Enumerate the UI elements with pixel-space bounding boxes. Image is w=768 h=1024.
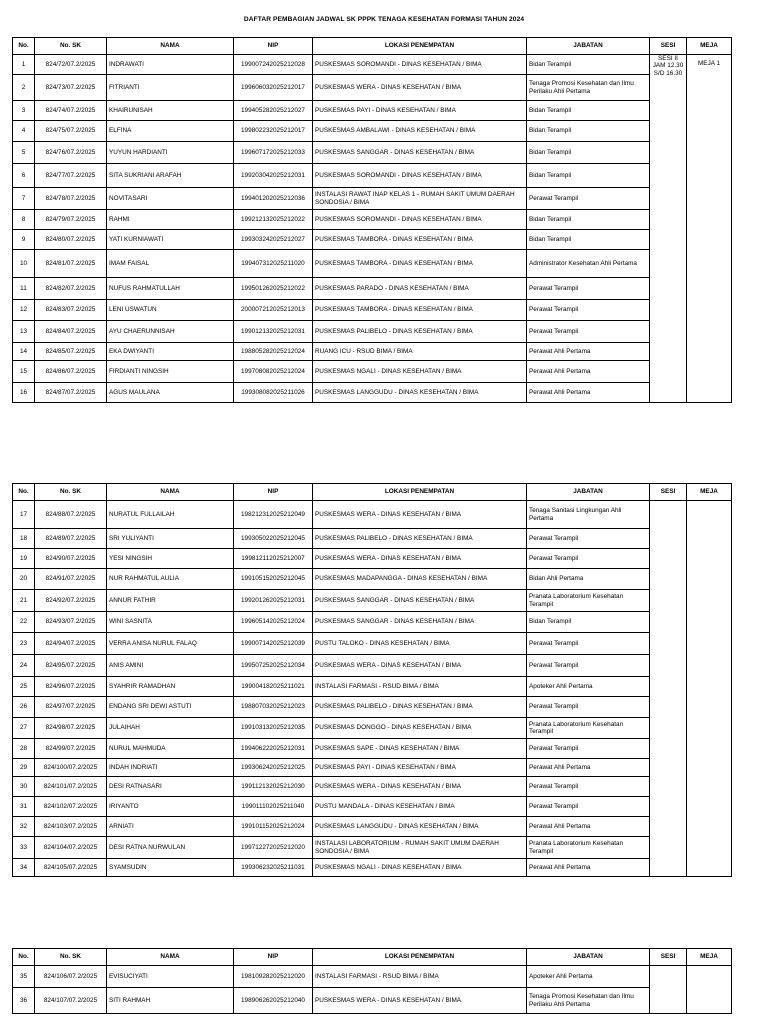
placement-location-cell: PUSKESMAS WERA - DINAS KESEHATAN / BIMA: [313, 777, 527, 797]
row-no-cell: 35: [13, 966, 35, 988]
nip-cell: 199101152025212024: [234, 817, 313, 837]
employee-name-cell: INDAH INDRIATI: [107, 759, 234, 777]
employee-name-cell: SYAHRIR RAMADHAN: [107, 677, 234, 697]
placement-location-cell: PUSKESMAS SAPE - DINAS KESEHATAN / BIMA: [313, 739, 527, 759]
row-no-cell: 27: [13, 718, 35, 739]
position-cell: Bidan Terampil: [527, 230, 650, 250]
employee-name-cell: JULAIHAH: [107, 718, 234, 739]
employee-name-cell: KHAIRUNISAH: [107, 101, 234, 121]
employee-name-cell: FITRIANTI: [107, 75, 234, 101]
employee-name-cell: IMAM FAISAL: [107, 250, 234, 278]
position-cell: Perawat Terampil: [527, 188, 650, 210]
nip-cell: 199004182025211021: [234, 677, 313, 697]
column-header-meja: MEJA: [687, 949, 732, 966]
placement-location-cell: PUSKESMAS SANGGAR - DINAS KESEHATAN / BIMA: [313, 142, 527, 164]
row-no-cell: 11: [13, 278, 35, 300]
row-no-cell: 18: [13, 529, 35, 549]
nip-cell: 199812112025212007: [234, 549, 313, 569]
placement-location-cell: PUSKESMAS PALIBELO - DINAS KESEHATAN / BIMA: [313, 697, 527, 718]
nip-cell: 199105152025212045: [234, 569, 313, 590]
row-no-cell: 16: [13, 383, 35, 403]
position-cell: Perawat Terampil: [527, 300, 650, 321]
employee-name-cell: YATI KURNIAWATI: [107, 230, 234, 250]
row-no-cell: 8: [13, 210, 35, 230]
column-header-sk: No. SK: [35, 38, 107, 55]
row-no-cell: 1: [13, 55, 35, 75]
placement-location-cell: INSTALASI RAWAT INAP KELAS 1 - RUMAH SAKIT UMUM DAERAH SONDOSIA / BIMA: [313, 188, 527, 210]
column-header-sk: No. SK: [35, 484, 107, 501]
table-row: [13, 859, 732, 877]
table-header-row: [13, 484, 732, 501]
sk-number-cell: 824/82/07.2/2025: [35, 278, 107, 300]
row-no-cell: 21: [13, 590, 35, 612]
nip-cell: 199406222025212031: [234, 739, 313, 759]
nip-cell: 198805282025212024: [234, 343, 313, 361]
sk-number-cell: 824/91/07.2/2025: [35, 569, 107, 590]
row-no-cell: 14: [13, 343, 35, 361]
table-row: [13, 121, 732, 142]
employee-name-cell: EKA DWIYANTI: [107, 343, 234, 361]
table-row: [13, 569, 732, 590]
row-no-cell: 26: [13, 697, 35, 718]
employee-name-cell: NURUL MAHMUDA: [107, 739, 234, 759]
column-header-no: No.: [13, 484, 35, 501]
table-row: [13, 817, 732, 837]
table-row: [13, 210, 732, 230]
position-cell: Bidan Terampil: [527, 612, 650, 633]
sk-number-cell: 824/79/07.2/2025: [35, 210, 107, 230]
row-no-cell: 33: [13, 837, 35, 859]
nip-cell: 199007142025212039: [234, 633, 313, 655]
table-row: [13, 633, 732, 655]
employee-name-cell: ENDANG SRI DEWI ASTUTI: [107, 697, 234, 718]
column-header-lokasi: LOKASI PENEMPATAN: [313, 38, 527, 55]
placement-location-cell: PUSKESMAS SOROMANDI - DINAS KESEHATAN / BIMA: [313, 164, 527, 188]
column-header-sesi: SESI: [650, 484, 687, 501]
sk-number-cell: 824/83/07.2/2025: [35, 300, 107, 321]
sk-number-cell: 824/72/07.2/2025: [35, 55, 107, 75]
employee-name-cell: ARNIATI: [107, 817, 234, 837]
position-cell: Perawat Ahli Pertama: [527, 383, 650, 403]
placement-location-cell: PUSKESMAS LANGGUDU - DINAS KESEHATAN / BIMA: [313, 817, 527, 837]
employee-name-cell: SYAMSUDIN: [107, 859, 234, 877]
nip-cell: 199712272025212020: [234, 837, 313, 859]
row-no-cell: 12: [13, 300, 35, 321]
sk-number-cell: 824/93/07.2/2025: [35, 612, 107, 633]
table-row: [13, 739, 732, 759]
table-row: [13, 988, 732, 1014]
column-header-lokasi: LOKASI PENEMPATAN: [313, 949, 527, 966]
position-cell: Perawat Ahli Pertama: [527, 759, 650, 777]
column-header-meja: MEJA: [687, 38, 732, 55]
employee-name-cell: NURATUL FULLAILAH: [107, 501, 234, 529]
table-row: [13, 718, 732, 739]
session-cell: SESI II JAM 12.30 S/D 16.30: [650, 55, 687, 403]
table-row: [13, 343, 732, 361]
table-row: [13, 612, 732, 633]
employee-name-cell: ELFINA: [107, 121, 234, 142]
table-row: [13, 250, 732, 278]
column-header-jabatan: JABATAN: [527, 484, 650, 501]
nip-cell: 199305022025212045: [234, 529, 313, 549]
nip-cell: 199802232025212017: [234, 121, 313, 142]
position-cell: Bidan Terampil: [527, 101, 650, 121]
position-cell: Perawat Terampil: [527, 278, 650, 300]
sk-number-cell: 824/98/07.2/2025: [35, 718, 107, 739]
schedule-table-1: [12, 37, 732, 403]
nip-cell: 199011102025211040: [234, 797, 313, 817]
table-row: [13, 966, 732, 988]
nip-cell: 198212312025212049: [234, 501, 313, 529]
sk-number-cell: 824/74/07.2/2025: [35, 101, 107, 121]
column-header-nama: NAMA: [107, 484, 234, 501]
table-header-row: [13, 38, 732, 55]
employee-name-cell: RAHMI: [107, 210, 234, 230]
column-header-sk: No. SK: [35, 949, 107, 966]
position-cell: Perawat Terampil: [527, 739, 650, 759]
sk-number-cell: 824/85/07.2/2025: [35, 343, 107, 361]
column-header-sesi: SESI: [650, 949, 687, 966]
row-no-cell: 24: [13, 655, 35, 677]
row-no-cell: 28: [13, 739, 35, 759]
employee-name-cell: ANIS AMINI: [107, 655, 234, 677]
row-no-cell: 9: [13, 230, 35, 250]
nip-cell: 199201262025212031: [234, 590, 313, 612]
sk-number-cell: 824/75/07.2/2025: [35, 121, 107, 142]
position-cell: Perawat Terampil: [527, 321, 650, 343]
row-no-cell: 6: [13, 164, 35, 188]
sk-number-cell: 824/86/07.2/2025: [35, 361, 107, 383]
column-header-jabatan: JABATAN: [527, 949, 650, 966]
table-row: [13, 677, 732, 697]
placement-location-cell: PUSKESMAS DONGGO - DINAS KESEHATAN / BIMA: [313, 718, 527, 739]
placement-location-cell: PUSKESMAS WERA - DINAS KESEHATAN / BIMA: [313, 75, 527, 101]
position-cell: Perawat Ahli Pertama: [527, 361, 650, 383]
sk-number-cell: 824/94/07.2/2025: [35, 633, 107, 655]
row-no-cell: 22: [13, 612, 35, 633]
employee-name-cell: FIRDIANTI NINGSIH: [107, 361, 234, 383]
placement-location-cell: PUSKESMAS SOROMANDI - DINAS KESEHATAN / BIMA: [313, 55, 527, 75]
nip-cell: 199501262025212022: [234, 278, 313, 300]
position-cell: Apoteker Ahli Pertama: [527, 966, 650, 988]
row-no-cell: 13: [13, 321, 35, 343]
placement-location-cell: PUSKESMAS WERA - DINAS KESEHATAN / BIMA: [313, 655, 527, 677]
position-cell: Bidan Terampil: [527, 164, 650, 188]
position-cell: Perawat Terampil: [527, 777, 650, 797]
position-cell: Bidan Terampil: [527, 121, 650, 142]
sk-number-cell: 824/81/07.2/2025: [35, 250, 107, 278]
session-cell: [650, 966, 687, 1014]
placement-location-cell: PUSKESMAS TAMBORA - DINAS KESEHATAN / BIMA: [313, 230, 527, 250]
sk-number-cell: 824/107/07.2/2025: [35, 988, 107, 1014]
row-no-cell: 34: [13, 859, 35, 877]
table-row: [13, 75, 732, 101]
position-cell: Bidan Terampil: [527, 142, 650, 164]
placement-location-cell: PUSTU TALOKO - DINAS KESEHATAN / BIMA: [313, 633, 527, 655]
table-row: [13, 797, 732, 817]
row-no-cell: 5: [13, 142, 35, 164]
sk-number-cell: 824/103/07.2/2025: [35, 817, 107, 837]
placement-location-cell: PUSKESMAS MADAPANGGA - DINAS KESEHATAN / BIMA: [313, 569, 527, 590]
nip-cell: 198807032025212023: [234, 697, 313, 718]
table-row: [13, 142, 732, 164]
position-cell: Perawat Ahli Pertama: [527, 859, 650, 877]
placement-location-cell: PUSKESMAS PALIBELO - DINAS KESEHATAN / BIMA: [313, 321, 527, 343]
placement-location-cell: INSTALASI LABORATORIUM - RUMAH SAKIT UMUM DAERAH SONDOSIA / BIMA: [313, 837, 527, 859]
row-no-cell: 17: [13, 501, 35, 529]
nip-cell: 199605142025212024: [234, 612, 313, 633]
employee-name-cell: LENI USWATUN: [107, 300, 234, 321]
table-row: [13, 55, 732, 75]
placement-location-cell: PUSKESMAS PAYI - DINAS KESEHATAN / BIMA: [313, 759, 527, 777]
table-row: [13, 837, 732, 859]
position-cell: Pranata Laboratorium Kesehatan Terampil: [527, 718, 650, 739]
row-no-cell: 19: [13, 549, 35, 569]
table-header-row: [13, 949, 732, 966]
row-no-cell: 23: [13, 633, 35, 655]
placement-location-cell: PUSKESMAS NGALI - DINAS KESEHATAN / BIMA: [313, 859, 527, 877]
sk-number-cell: 824/95/07.2/2025: [35, 655, 107, 677]
nip-cell: 199507252025212034: [234, 655, 313, 677]
sk-number-cell: 824/87/07.2/2025: [35, 383, 107, 403]
sk-number-cell: 824/102/07.2/2025: [35, 797, 107, 817]
nip-cell: 198109282025212020: [234, 966, 313, 988]
employee-name-cell: NUR RAHMATUL AULIA: [107, 569, 234, 590]
placement-location-cell: PUSTU MANDALA - DINAS KESEHATAN / BIMA: [313, 797, 527, 817]
table-row: [13, 759, 732, 777]
row-no-cell: 29: [13, 759, 35, 777]
position-cell: Pranata Laboratorium Kesehatan Terampil: [527, 590, 650, 612]
employee-name-cell: EVISUCIYATI: [107, 966, 234, 988]
row-no-cell: 25: [13, 677, 35, 697]
table-row: [13, 549, 732, 569]
employee-name-cell: NOVITASARI: [107, 188, 234, 210]
row-no-cell: 36: [13, 988, 35, 1014]
placement-location-cell: PUSKESMAS TAMBORA - DINAS KESEHATAN / BIMA: [313, 250, 527, 278]
position-cell: Perawat Terampil: [527, 697, 650, 718]
table-row: [13, 321, 732, 343]
nip-cell: 199212132025212022: [234, 210, 313, 230]
employee-name-cell: YUYUN HARDIANTI: [107, 142, 234, 164]
placement-location-cell: PUSKESMAS SANGGAR - DINAS KESEHATAN / BIMA: [313, 590, 527, 612]
column-header-nip: NIP: [234, 484, 313, 501]
placement-location-cell: PUSKESMAS SANGGAR - DINAS KESEHATAN / BIMA: [313, 612, 527, 633]
placement-location-cell: PUSKESMAS LANGGUDU - DINAS KESEHATAN / BIMA: [313, 383, 527, 403]
position-cell: Bidan Terampil: [527, 210, 650, 230]
position-cell: Tenaga Promosi Kesehatan dan Ilmu Perilaku Ahli Pertama: [527, 75, 650, 101]
column-header-nip: NIP: [234, 949, 313, 966]
column-header-no: No.: [13, 949, 35, 966]
sk-number-cell: 824/90/07.2/2025: [35, 549, 107, 569]
employee-name-cell: INDRAWATI: [107, 55, 234, 75]
sk-number-cell: 824/89/07.2/2025: [35, 529, 107, 549]
employee-name-cell: AGUS MAULANA: [107, 383, 234, 403]
row-no-cell: 15: [13, 361, 35, 383]
session-cell: [650, 501, 687, 877]
employee-name-cell: SITI RAHMAH: [107, 988, 234, 1014]
nip-cell: 199112132025212030: [234, 777, 313, 797]
row-no-cell: 32: [13, 817, 35, 837]
row-no-cell: 7: [13, 188, 35, 210]
row-no-cell: 3: [13, 101, 35, 121]
placement-location-cell: PUSKESMAS PALIBELO - DINAS KESEHATAN / BIMA: [313, 529, 527, 549]
sk-number-cell: 824/80/07.2/2025: [35, 230, 107, 250]
desk-cell: MEJA 1: [687, 55, 732, 403]
sk-number-cell: 824/76/07.2/2025: [35, 142, 107, 164]
position-cell: Bidan Terampil: [527, 55, 650, 75]
position-cell: Tenaga Promosi Kesehatan dan Ilmu Perilaku Ahli Pertama: [527, 988, 650, 1014]
nip-cell: 199405282025212027: [234, 101, 313, 121]
sk-number-cell: 824/77/07.2/2025: [35, 164, 107, 188]
position-cell: Administrator Kesehatan Ahli Pertama: [527, 250, 650, 278]
placement-location-cell: PUSKESMAS PAYI - DINAS KESEHATAN / BIMA: [313, 101, 527, 121]
employee-name-cell: IRIYANTO: [107, 797, 234, 817]
table-row: [13, 501, 732, 529]
nip-cell: 199012132025212031: [234, 321, 313, 343]
document-title: DAFTAR PEMBAGIAN JADWAL SK PPPK TENAGA KESEHATAN FORMASI TAHUN 2024: [243, 16, 525, 23]
sk-number-cell: 824/84/07.2/2025: [35, 321, 107, 343]
schedule-table-3: [12, 948, 732, 1014]
employee-name-cell: AYU CHAERUNNISAH: [107, 321, 234, 343]
sk-number-cell: 824/105/07.2/2025: [35, 859, 107, 877]
table-row: [13, 278, 732, 300]
column-header-sesi: SESI: [650, 38, 687, 55]
placement-location-cell: RUANG ICU - RSUD BIMA / BIMA: [313, 343, 527, 361]
employee-name-cell: DESI RATNASARI: [107, 777, 234, 797]
table-row: [13, 655, 732, 677]
table-row: [13, 383, 732, 403]
row-no-cell: 4: [13, 121, 35, 142]
column-header-nip: NIP: [234, 38, 313, 55]
column-header-meja: MEJA: [687, 484, 732, 501]
sk-number-cell: 824/99/07.2/2025: [35, 739, 107, 759]
nip-cell: 200007212025212013: [234, 300, 313, 321]
table-row: [13, 164, 732, 188]
table-row: [13, 697, 732, 718]
employee-name-cell: WINI SASNITA: [107, 612, 234, 633]
employee-name-cell: SRI YULIYANTI: [107, 529, 234, 549]
sk-number-cell: 824/78/07.2/2025: [35, 188, 107, 210]
column-header-no: No.: [13, 38, 35, 55]
sk-number-cell: 824/88/07.2/2025: [35, 501, 107, 529]
placement-location-cell: PUSKESMAS AMBALAWI - DINAS KESEHATAN / BIMA: [313, 121, 527, 142]
placement-location-cell: PUSKESMAS WERA - DINAS KESEHATAN / BIMA: [313, 549, 527, 569]
employee-name-cell: VERRA ANISA NURUL FALAQ: [107, 633, 234, 655]
column-header-lokasi: LOKASI PENEMPATAN: [313, 484, 527, 501]
position-cell: Bidan Ahli Pertama: [527, 569, 650, 590]
placement-location-cell: PUSKESMAS TAMBORA - DINAS KESEHATAN / BIMA: [313, 300, 527, 321]
position-cell: Apoteker Ahli Pertama: [527, 677, 650, 697]
position-cell: Perawat Terampil: [527, 633, 650, 655]
sk-number-cell: 824/106/07.2/2025: [35, 966, 107, 988]
column-header-nama: NAMA: [107, 949, 234, 966]
table-row: [13, 101, 732, 121]
nip-cell: 199203042025212031: [234, 164, 313, 188]
table-row: [13, 529, 732, 549]
placement-location-cell: PUSKESMAS SOROMANDI - DINAS KESEHATAN / BIMA: [313, 210, 527, 230]
sk-number-cell: 824/101/07.2/2025: [35, 777, 107, 797]
nip-cell: 199306242025212025: [234, 759, 313, 777]
column-header-jabatan: JABATAN: [527, 38, 650, 55]
position-cell: Pranata Laboratorium Kesehatan Terampil: [527, 837, 650, 859]
row-no-cell: 20: [13, 569, 35, 590]
table-row: [13, 300, 732, 321]
schedule-table-2: [12, 483, 732, 877]
nip-cell: 199407312025211020: [234, 250, 313, 278]
nip-cell: 199708082025212024: [234, 361, 313, 383]
nip-cell: 198906262025212040: [234, 988, 313, 1014]
column-header-nama: NAMA: [107, 38, 234, 55]
employee-name-cell: YESI NINGSIH: [107, 549, 234, 569]
placement-location-cell: PUSKESMAS WERA - DINAS KESEHATAN / BIMA: [313, 501, 527, 529]
position-cell: Perawat Terampil: [527, 549, 650, 569]
position-cell: Perawat Terampil: [527, 797, 650, 817]
nip-cell: 199103132025212035: [234, 718, 313, 739]
desk-cell: [687, 501, 732, 877]
nip-cell: 199303242025212027: [234, 230, 313, 250]
row-no-cell: 30: [13, 777, 35, 797]
sk-number-cell: 824/97/07.2/2025: [35, 697, 107, 718]
row-no-cell: 31: [13, 797, 35, 817]
table-row: [13, 590, 732, 612]
table-row: [13, 230, 732, 250]
row-no-cell: 10: [13, 250, 35, 278]
sk-number-cell: 824/92/07.2/2025: [35, 590, 107, 612]
nip-cell: 199308082025211026: [234, 383, 313, 403]
placement-location-cell: PUSKESMAS WERA - DINAS KESEHATAN / BIMA: [313, 988, 527, 1014]
desk-cell: [687, 966, 732, 1014]
employee-name-cell: SITA SUKRIANI ARAFAH: [107, 164, 234, 188]
nip-cell: 199306232025211031: [234, 859, 313, 877]
employee-name-cell: DESI RATNA NURWULAN: [107, 837, 234, 859]
table-row: [13, 777, 732, 797]
position-cell: Perawat Terampil: [527, 529, 650, 549]
table-row: [13, 188, 732, 210]
table-row: [13, 361, 732, 383]
sk-number-cell: 824/96/07.2/2025: [35, 677, 107, 697]
nip-cell: 199401202025212036: [234, 188, 313, 210]
position-cell: Tenaga Sanitasi Lingkungan Ahli Pertama: [527, 501, 650, 529]
nip-cell: 199607172025212033: [234, 142, 313, 164]
position-cell: Perawat Ahli Pertama: [527, 343, 650, 361]
sk-number-cell: 824/104/07.2/2025: [35, 837, 107, 859]
nip-cell: 199606032025212017: [234, 75, 313, 101]
nip-cell: 199007242025212028: [234, 55, 313, 75]
employee-name-cell: NUFUS RAHMATULLAH: [107, 278, 234, 300]
row-no-cell: 2: [13, 75, 35, 101]
placement-location-cell: INSTALASI FARMASI - RSUD BIMA / BIMA: [313, 966, 527, 988]
placement-location-cell: INSTALASI FARMASI - RSUD BIMA / BIMA: [313, 677, 527, 697]
sk-number-cell: 824/100/07.2/2025: [35, 759, 107, 777]
placement-location-cell: PUSKESMAS PARADO - DINAS KESEHATAN / BIMA: [313, 278, 527, 300]
sk-number-cell: 824/73/07.2/2025: [35, 75, 107, 101]
employee-name-cell: ANNUR FATHIR: [107, 590, 234, 612]
position-cell: Perawat Ahli Pertama: [527, 817, 650, 837]
position-cell: Perawat Terampil: [527, 655, 650, 677]
placement-location-cell: PUSKESMAS NGALI - DINAS KESEHATAN / BIMA: [313, 361, 527, 383]
